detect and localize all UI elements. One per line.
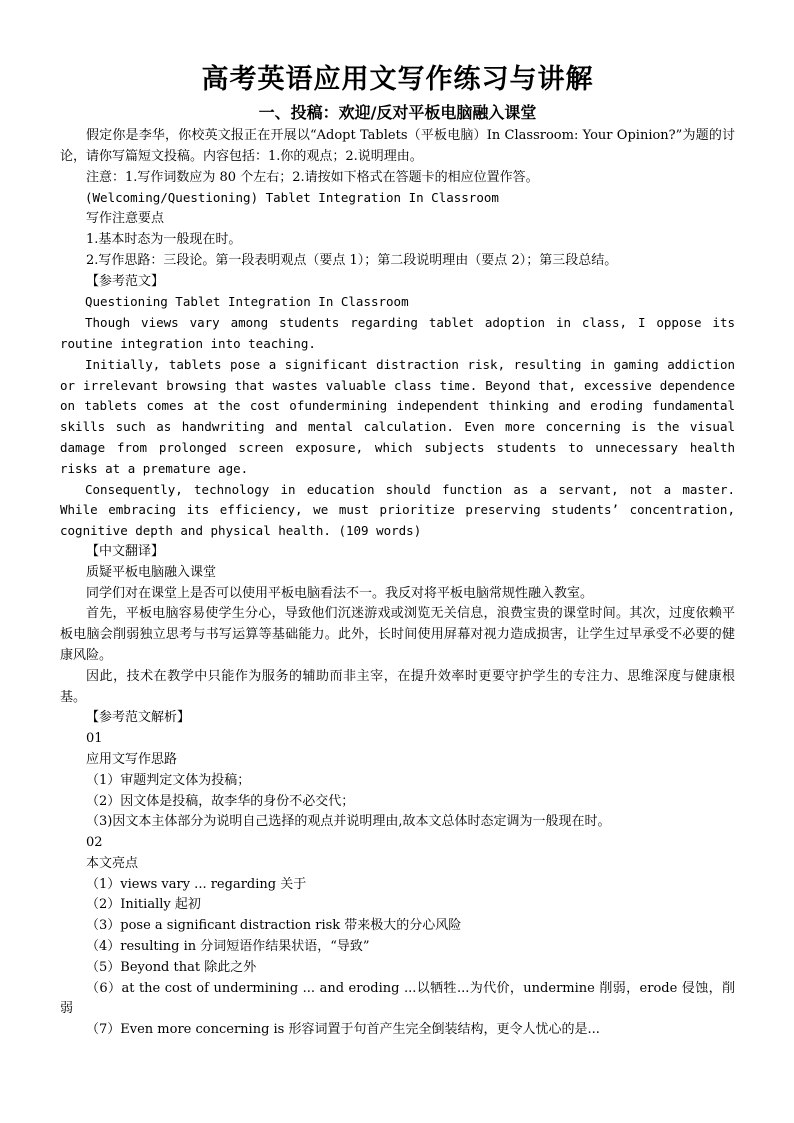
model-essay-paragraph-2: Initially, tablets pose a significant distraction risk, resulting in gaming addiction or irrelevant browsing that wastes valuable class time. Beyond that, excessive dependence on tablets comes at the cost ofundermining independent thinking and eroding fundamental skills such as handwriting and mental calculation. Even more concerning is the visual damage from prolonged screen exposure, which subjects students to unnecessary health risks at a premature age. [60, 356, 735, 476]
document-body [60, 126, 735, 1041]
task-notes: 注意：1.写作词数应为 80 个左右；2.请按如下格式在答题卡的相应位置作答。 [86, 169, 539, 185]
analysis-section-title-1: 应用文写作思路 [86, 751, 178, 767]
model-essay-title: Questioning Tablet Integration In Classroom [85, 294, 409, 310]
key-points-heading: 写作注意要点 [86, 211, 165, 227]
highlight-item: （4）resulting in 分词短语作结果状语，“导致” [86, 939, 370, 955]
page-title: 高考英语应用文写作练习与讲解 [201, 64, 594, 95]
analysis-item: （2）因文体是投稿，故李华的身份不必交代； [86, 793, 355, 809]
analysis-item: （1）审题判定文体为投稿； [86, 772, 251, 788]
translation-paragraph-1: 同学们对在课堂上是否可以使用平板电脑看法不一。我反对将平板电脑常规性融入教室。 [86, 585, 594, 601]
answer-format-title: (Welcoming/Questioning) Tablet Integration In Classroom [85, 190, 499, 206]
key-point-2: 2.写作思路：三段论。第一段表明观点（要点 1）；第二段说明理由（要点 2）；第三段总结。 [86, 252, 618, 268]
analysis-item: （3)因文本主体部分为说明自己选择的观点并说明理由,故本文总体时态定调为一般现在时。 [86, 814, 611, 830]
model-essay-paragraph-3: Consequently, technology in education should function as a servant, not a master. While embracing its efficiency, we must prioritize preserving students’ concentration, cognitive depth and physical health. (109 words) [60, 481, 735, 539]
document-page [60, 60, 735, 1041]
task-prompt: 假定你是李华，你校英文报正在开展以“Adopt Tablets（平板电脑）In Classroom: Your Opinion?”为题的讨论，请你写篇短文投稿。内容包括：1.你的观点；2.说明理由。 [60, 128, 735, 164]
analysis-section-number-2: 02 [86, 835, 103, 851]
highlight-item: （7）Even more concerning is 形容词置于句首产生完全倒装结构，更令人忧心的是... [86, 1022, 600, 1038]
highlight-item: （2）Initially 起初 [86, 897, 201, 913]
section-subtitle: 一、投稿：欢迎/反对平板电脑融入课堂 [258, 103, 537, 122]
analysis-section-number-1: 01 [86, 731, 103, 747]
translation-paragraph-3: 因此，技术在教学中只能作为服务的辅助而非主宰，在提升效率时更要守护学生的专注力、思维深度与健康根基。 [60, 668, 735, 705]
translation-heading: 【中文翻译】 [86, 543, 165, 559]
model-essay-paragraph-1: Though views vary among students regarding tablet adoption in class, I oppose its routine integration into teaching. [60, 315, 735, 351]
translation-title: 质疑平板电脑融入课堂 [86, 564, 217, 580]
highlight-item: （1）views vary ... regarding 关于 [86, 876, 307, 892]
analysis-section-title-2: 本文亮点 [86, 855, 139, 871]
key-point-1: 1.基本时态为一般现在时。 [86, 231, 242, 247]
model-essay-heading: 【参考范文】 [86, 273, 165, 289]
highlight-item: （5）Beyond that 除此之外 [86, 959, 257, 975]
analysis-heading: 【参考范文解析】 [86, 710, 191, 726]
highlight-item: （3）pose a significant distraction risk 带来极大的分心风险 [86, 918, 462, 934]
translation-paragraph-2: 首先，平板电脑容易使学生分心，导致他们沉迷游戏或浏览无关信息，浪费宝贵的课堂时间。其次，过度依赖平板电脑会削弱独立思考与书写运算等基础能力。此外，长时间使用屏幕对视力造成损害，让学生过早承受不必要的健康风险。 [60, 606, 735, 663]
highlight-item: （6）at the cost of undermining ... and eroding ...以牺牲...为代价，undermine 削弱，erode 侵蚀，削弱 [60, 980, 735, 1017]
